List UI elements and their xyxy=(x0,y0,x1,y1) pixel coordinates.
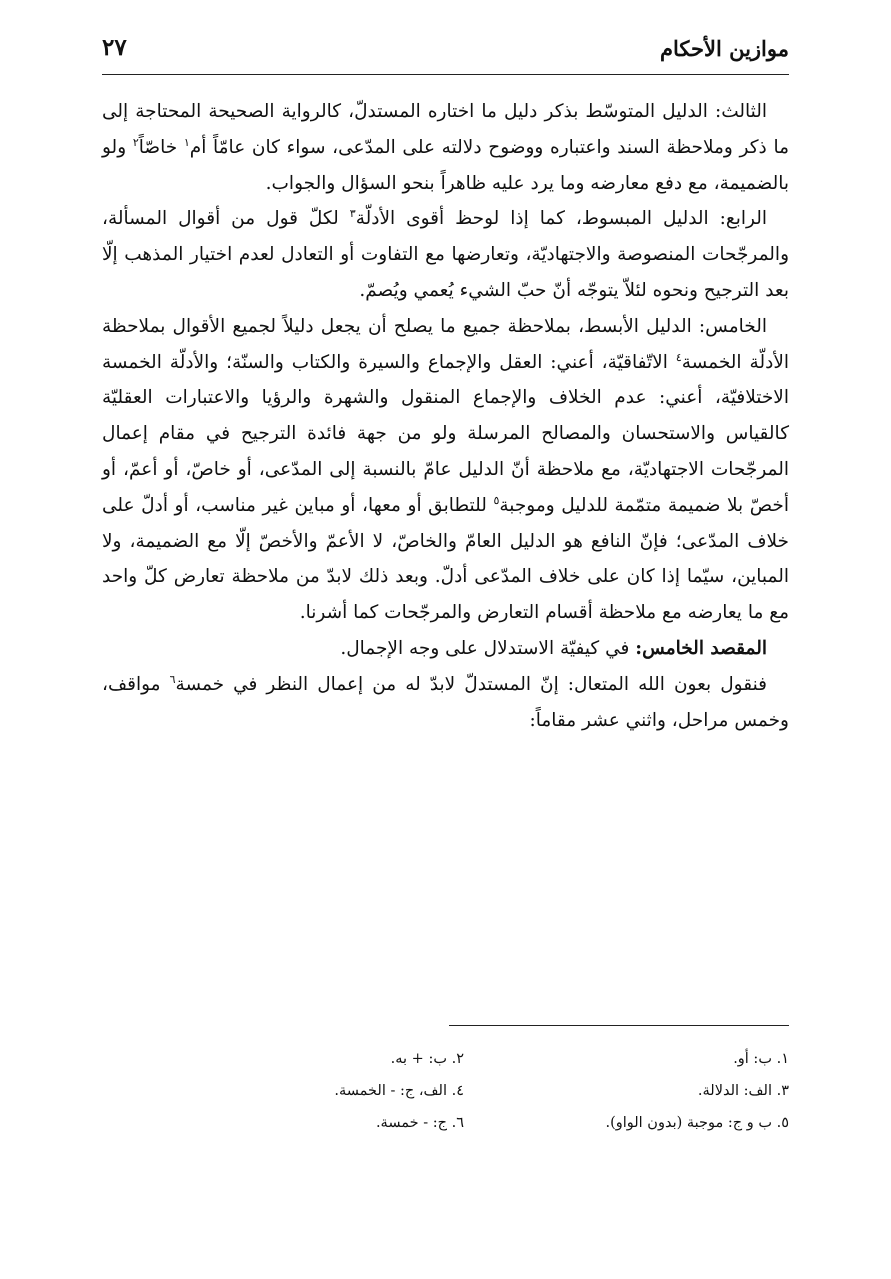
paragraph-text: مواقف، وخمس مراحل، واثني عشر مقاماً: xyxy=(102,673,789,731)
paragraph-text: الخامس: الدليل الأبسط، بملاحظة جميع ما يصلح أن يجعل دليلاً لجميع الأقوال بملاحظة الأدلّة الخمسة xyxy=(102,315,790,373)
footnote: ٦. ج: - خمسة. xyxy=(375,1115,464,1131)
footnote: ١. ب: أو. xyxy=(733,1051,789,1067)
footnote: ٢. ب: + به. xyxy=(390,1051,464,1067)
footnote-divider xyxy=(449,1025,789,1026)
section-heading: المقصد الخامس: xyxy=(635,637,767,659)
footnote-row xyxy=(102,1043,789,1075)
paragraph-introduction xyxy=(102,667,789,739)
section-heading-text: في كيفيّة الاستدلال على وجه الإجمال. xyxy=(340,637,630,659)
footnotes xyxy=(102,1043,789,1139)
paragraph-third-evidence xyxy=(102,94,789,201)
paragraph-text: الثالث: الدليل المتوسّط بذكر دليل ما اختاره المستدلّ، كالرواية الصحيحة المحتاجة إلى ما ذكر وملاحظة السند واعتباره ووضوح دلالته على المدّعى، سواء كان عامّاً أم xyxy=(102,101,789,158)
paragraph-text: فنقول بعون الله المتعال: إنّ المستدلّ لابدّ له من إعمال النظر في خمسة xyxy=(175,673,767,695)
paragraph-fifth-evidence xyxy=(102,309,789,631)
footnote: ٤. الف، ج: - الخمسة. xyxy=(334,1083,464,1099)
footnote-marker: ٢ xyxy=(132,135,139,149)
running-header xyxy=(102,30,789,75)
paragraph-text: خاصّاً xyxy=(138,136,178,158)
paragraph-text: ولو بالضميمة، مع دفع معارضه وما يرد عليه ظاهراً بنحو السؤال والجواب. xyxy=(102,136,789,194)
footnote: ٥. ب و ج: موجبة (بدون الواو). xyxy=(605,1115,789,1131)
paragraph-text: الاتّفاقيّة، أعني: العقل والإجماع والسيرة والكتاب والسنّة؛ والأدلّة الخمسة الاختلافيّة، أعني: عدم الخلاف والإجماع المنقول والشهرة والرؤيا والاعتبارات العقليّة كالقياس والاستحسان والمصالح المرسلة ولو من جهة فائدة الترجيح في مقام إعمال المرجّحات الاجتهاديّة، مع ملاحظة أنّ الدليل عامّ بالنسبة إلى المدّعى، أو خاصّ، أو أعمّ، أو أخصّ بلا ضميمة متمّمة للدليل وموجبة xyxy=(102,351,790,516)
footnote-marker: ٥ xyxy=(493,493,500,507)
footnote-row xyxy=(102,1107,789,1139)
body-text xyxy=(102,94,789,738)
running-title: موازين الأحكام xyxy=(659,36,789,61)
paragraph-fourth-evidence xyxy=(102,201,789,308)
footnote-marker: ٣ xyxy=(349,207,356,221)
footnote-marker: ٤ xyxy=(675,350,682,364)
page-number: ٢٧ xyxy=(102,34,127,61)
paragraph-text: الرابع: الدليل المبسوط، كما إذا لوحظ أقوى الأدلّة xyxy=(355,208,768,230)
footnote-row xyxy=(102,1075,789,1107)
paragraph-text: للتطابق أو معها، أو مباين غير مناسب، أو أدلّ على خلاف المدّعى؛ فإنّ النافع هو الدليل العامّ والخاصّ، لا الأعمّ والأخصّ إلّا مع الضميمة، ولا المباين، سيّما إذا كان على خلاف المدّعى أدلّ. وبعد ذلك لابدّ من ملاحظة تعارض كلّ واحد مع ما يعارضه مع ملاحظة أقسام التعارض والمرجّحات كما أشرنا. xyxy=(102,494,789,624)
paragraph-text: لكلّ قول من أقوال المسألة، والمرجّحات المنصوصة والاجتهاديّة، وتعارضها مع التفاوت أو التعادل لعدم اختيار المذهب إلّا بعد الترجيح ونحوه لئلاّ يتوجّه أنّ حبّ الشيء يُعمي ويُصمّ. xyxy=(102,208,789,301)
footnote: ٣. الف: الدلالة. xyxy=(697,1083,789,1099)
section-heading-paragraph xyxy=(102,631,789,667)
footnote-marker: ١ xyxy=(183,135,190,149)
footnote-marker: ٦ xyxy=(169,672,176,686)
